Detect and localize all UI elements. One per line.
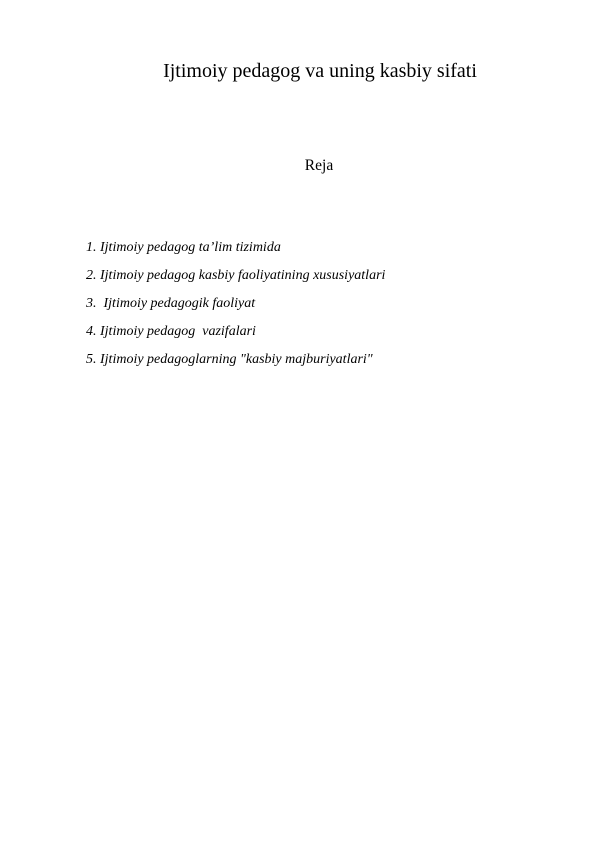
list-item: 1. Ijtimoiy pedagog ta’lim tizimida [86,240,281,255]
list-item: 4. Ijtimoiy pedagog vazifalari [86,324,256,339]
page-title: Ijtimoiy pedagog va uning kasbiy sifati [163,60,477,82]
list-item: 2. Ijtimoiy pedagog kasbiy faoliyatining xususiyatlari [86,268,386,283]
plan-heading: Reja [304,157,334,174]
list-item: 5. Ijtimoiy pedagoglarning "kasbiy majburiyatlari" [86,352,373,367]
list-item: 3. Ijtimoiy pedagogik faoliyat [86,296,256,311]
plan-list [86,239,385,379]
